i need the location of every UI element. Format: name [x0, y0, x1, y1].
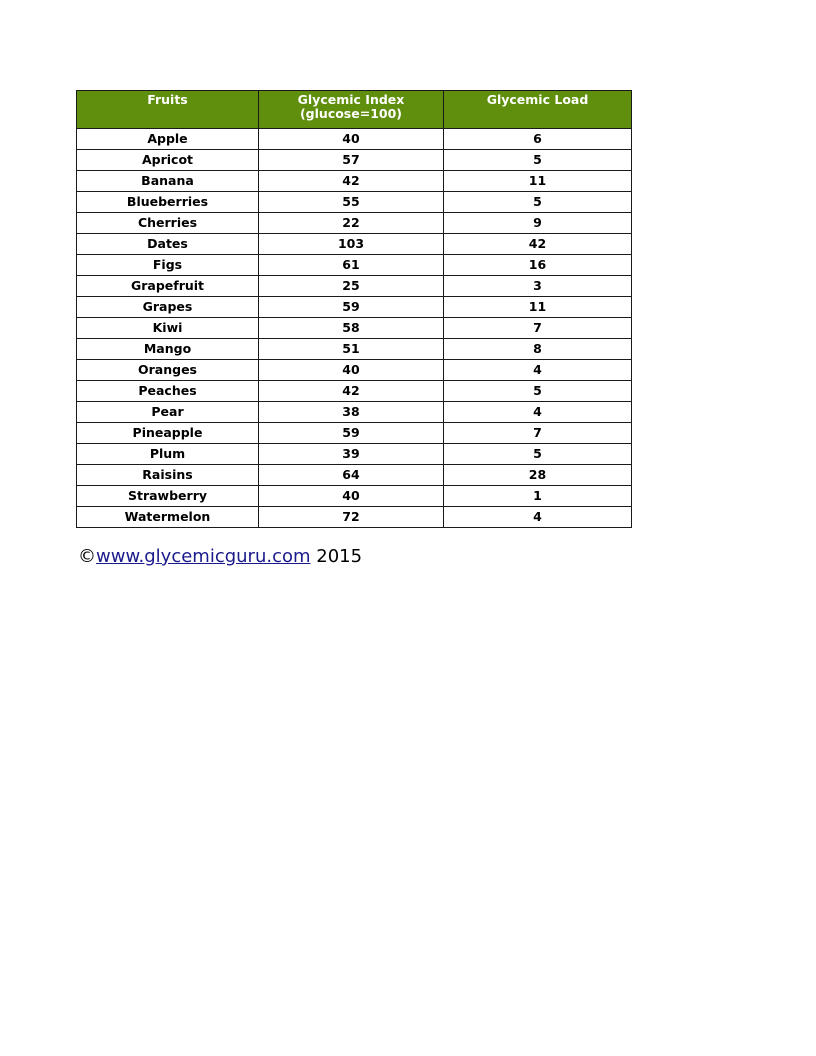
- table-row: [77, 423, 632, 444]
- table-row: [77, 297, 632, 318]
- glycemic-index-cell: 40: [259, 486, 444, 507]
- fruit-name-cell: Mango: [77, 339, 259, 360]
- fruit-name-cell: Figs: [77, 255, 259, 276]
- glycemic-index-cell: 55: [259, 192, 444, 213]
- glycemic-load-cell: 11: [444, 171, 632, 192]
- fruit-name-cell: Grapes: [77, 297, 259, 318]
- header-gi-line2: (glucose=100): [299, 106, 403, 121]
- glycemic-load-cell: 42: [444, 234, 632, 255]
- fruit-name-cell: Plum: [77, 444, 259, 465]
- fruit-name-cell: Oranges: [77, 360, 259, 381]
- table-row: [77, 444, 632, 465]
- glycemic-index-cell: 64: [259, 465, 444, 486]
- fruit-name-cell: Apple: [77, 129, 259, 150]
- glycemic-load-cell: 4: [444, 507, 632, 528]
- glycemic-load-cell: 1: [444, 486, 632, 507]
- glycemic-load-cell: 5: [444, 192, 632, 213]
- table-body: [77, 129, 632, 528]
- website-link[interactable]: www.glycemicguru.com: [96, 546, 311, 567]
- glycemic-load-cell: 5: [444, 444, 632, 465]
- glycemic-index-cell: 72: [259, 507, 444, 528]
- table-row: [77, 150, 632, 171]
- fruit-name-cell: Watermelon: [77, 507, 259, 528]
- glycemic-index-cell: 42: [259, 381, 444, 402]
- table-row: [77, 486, 632, 507]
- table-row: [77, 507, 632, 528]
- glycemic-index-cell: 39: [259, 444, 444, 465]
- glycemic-load-cell: 5: [444, 150, 632, 171]
- header-glycemic-load: Glycemic Load: [444, 91, 632, 129]
- fruit-name-cell: Raisins: [77, 465, 259, 486]
- glycemic-index-cell: 22: [259, 213, 444, 234]
- glycemic-index-cell: 25: [259, 276, 444, 297]
- copyright-year: 2015: [310, 546, 363, 567]
- glycemic-load-cell: 3: [444, 276, 632, 297]
- table-row: [77, 318, 632, 339]
- header-glycemic-index: [259, 91, 444, 129]
- glycemic-index-cell: 103: [259, 234, 444, 255]
- table-row: [77, 255, 632, 276]
- table-row: [77, 339, 632, 360]
- copyright-footer: [78, 546, 362, 568]
- glycemic-index-cell: 42: [259, 171, 444, 192]
- glycemic-table: [76, 90, 632, 528]
- fruit-name-cell: Peaches: [77, 381, 259, 402]
- table-row: [77, 129, 632, 150]
- glycemic-load-cell: 4: [444, 360, 632, 381]
- table-row: [77, 234, 632, 255]
- table-row: [77, 360, 632, 381]
- table-header-row: [77, 91, 632, 129]
- glycemic-index-cell: 58: [259, 318, 444, 339]
- glycemic-index-cell: 38: [259, 402, 444, 423]
- glycemic-index-cell: 40: [259, 360, 444, 381]
- fruit-name-cell: Dates: [77, 234, 259, 255]
- table-row: [77, 213, 632, 234]
- glycemic-index-cell: 57: [259, 150, 444, 171]
- copyright-symbol: ©: [78, 546, 96, 567]
- fruit-name-cell: Grapefruit: [77, 276, 259, 297]
- glycemic-index-cell: 61: [259, 255, 444, 276]
- fruit-name-cell: Pear: [77, 402, 259, 423]
- table-row: [77, 171, 632, 192]
- fruit-name-cell: Blueberries: [77, 192, 259, 213]
- glycemic-index-cell: 59: [259, 423, 444, 444]
- glycemic-load-cell: 11: [444, 297, 632, 318]
- table-row: [77, 402, 632, 423]
- fruit-name-cell: Cherries: [77, 213, 259, 234]
- glycemic-index-cell: 59: [259, 297, 444, 318]
- table-row: [77, 381, 632, 402]
- glycemic-load-cell: 5: [444, 381, 632, 402]
- glycemic-index-cell: 51: [259, 339, 444, 360]
- header-gi-line1: Glycemic Index: [297, 92, 405, 107]
- glycemic-load-cell: 4: [444, 402, 632, 423]
- glycemic-load-cell: 16: [444, 255, 632, 276]
- glycemic-load-cell: 9: [444, 213, 632, 234]
- fruit-name-cell: Pineapple: [77, 423, 259, 444]
- fruit-name-cell: Kiwi: [77, 318, 259, 339]
- glycemic-index-cell: 40: [259, 129, 444, 150]
- glycemic-load-cell: 8: [444, 339, 632, 360]
- table-row: [77, 276, 632, 297]
- glycemic-load-cell: 7: [444, 318, 632, 339]
- table-row: [77, 192, 632, 213]
- header-fruits: Fruits: [77, 91, 259, 129]
- fruit-name-cell: Banana: [77, 171, 259, 192]
- fruit-name-cell: Strawberry: [77, 486, 259, 507]
- glycemic-load-cell: 7: [444, 423, 632, 444]
- fruit-name-cell: Apricot: [77, 150, 259, 171]
- glycemic-load-cell: 28: [444, 465, 632, 486]
- glycemic-load-cell: 6: [444, 129, 632, 150]
- table-row: [77, 465, 632, 486]
